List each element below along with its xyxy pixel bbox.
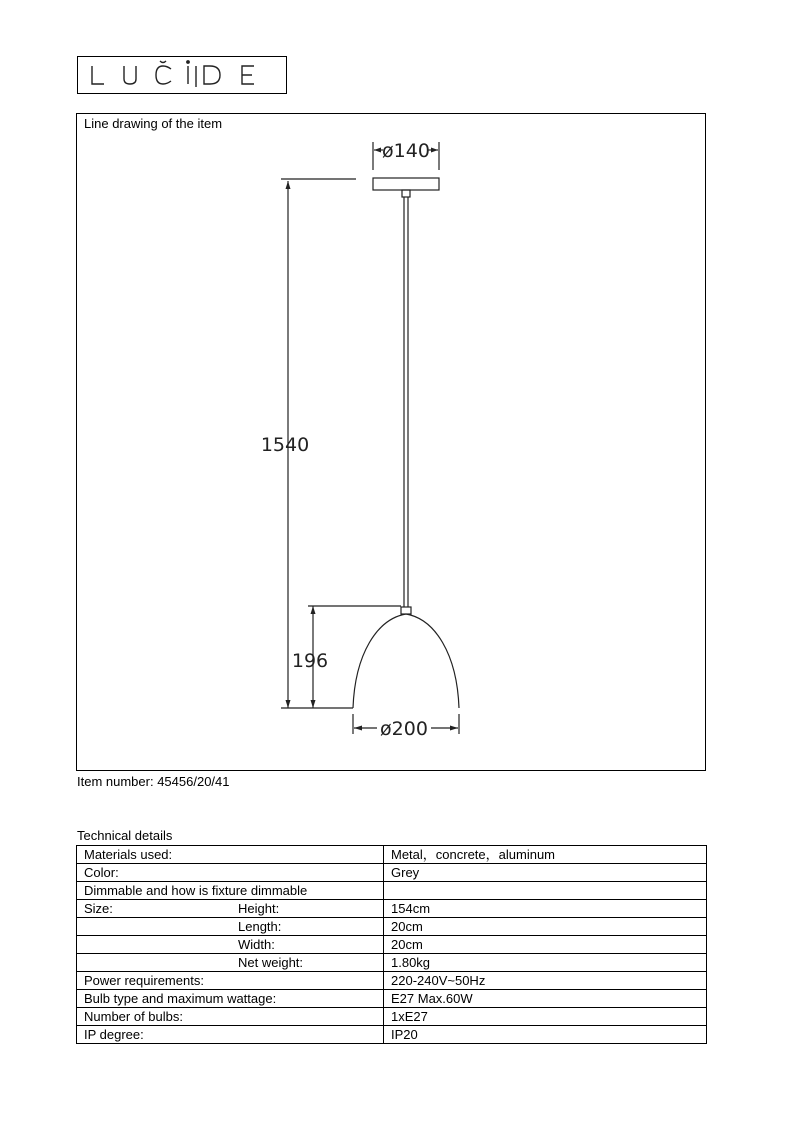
spec-value: 154cm: [384, 900, 707, 918]
spec-value: [384, 882, 707, 900]
spec-label-cell: [77, 846, 384, 864]
spec-label-cell: [77, 990, 384, 1008]
spec-label: Materials used:: [84, 847, 173, 862]
spec-row: [77, 846, 707, 864]
spec-label-cell: [77, 864, 384, 882]
technical-details-title: Technical details: [77, 828, 173, 843]
spec-value: 20cm: [384, 918, 707, 936]
spec-label: Size:: [84, 901, 113, 916]
spec-label: Power requirements:: [84, 973, 204, 988]
spec-label: IP degree:: [84, 1027, 144, 1042]
spec-row: [77, 864, 707, 882]
canopy-diameter-label: ø140: [382, 140, 430, 162]
spec-value: E27 Max.60W: [384, 990, 707, 1008]
spec-row: [77, 918, 707, 936]
lamp-holder: [401, 607, 411, 614]
pendant-lamp-drawing: [77, 114, 707, 772]
item-number: Item number: 45456/20/41: [77, 774, 230, 789]
canopy: [373, 178, 439, 190]
line-drawing-panel: [76, 113, 706, 771]
spec-label: Dimmable and how is fixture dimmable: [84, 883, 308, 898]
spec-value: Grey: [384, 864, 707, 882]
spec-value: 20cm: [384, 936, 707, 954]
drawing-caption: Line drawing of the item: [84, 116, 223, 131]
technical-details-table: [76, 845, 707, 1044]
spec-value: Metal，concrete，aluminum: [384, 846, 707, 864]
canopy-connector: [402, 190, 410, 197]
spec-value: 1.80kg: [384, 954, 707, 972]
spec-value: 1xE27: [384, 1008, 707, 1026]
spec-label-cell: [77, 954, 384, 972]
lamp-shade: [353, 614, 459, 708]
spec-sublabel: Width:: [238, 937, 275, 952]
spec-row: [77, 882, 707, 900]
spec-value: 220-240V~50Hz: [384, 972, 707, 990]
lucide-logo-icon: [78, 57, 285, 92]
spec-value: IP20: [384, 1026, 707, 1044]
spec-row: [77, 972, 707, 990]
spec-label-cell: [77, 972, 384, 990]
spec-label-cell: [77, 918, 384, 936]
shade-height-label: 196: [291, 650, 329, 672]
spec-row: [77, 1026, 707, 1044]
spec-label-cell: [77, 900, 384, 918]
brand-logo: [77, 56, 287, 94]
spec-row: [77, 990, 707, 1008]
spec-label: Number of bulbs:: [84, 1009, 183, 1024]
spec-label-cell: [77, 882, 384, 900]
spec-row: [77, 936, 707, 954]
spec-label: Color:: [84, 865, 119, 880]
spec-label-cell: [77, 936, 384, 954]
spec-sublabel: Net weight:: [238, 955, 304, 970]
spec-row: [77, 900, 707, 918]
spec-label-cell: [77, 1026, 384, 1044]
spec-sublabel: Height:: [238, 901, 280, 916]
spec-row: [77, 1008, 707, 1026]
total-height-label: 1540: [260, 434, 310, 456]
spec-sublabel: Length:: [238, 919, 282, 934]
spec-row: [77, 954, 707, 972]
spec-label-cell: [77, 1008, 384, 1026]
shade-diameter-label: ø200: [380, 718, 428, 740]
spec-label: Bulb type and maximum wattage:: [84, 991, 277, 1006]
